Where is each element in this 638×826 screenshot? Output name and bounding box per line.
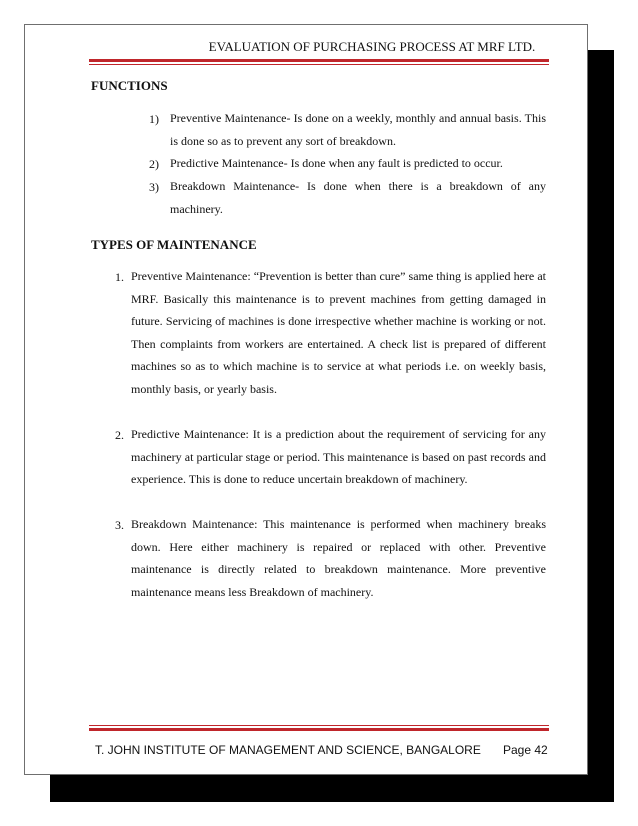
running-header: EVALUATION OF PURCHASING PROCESS AT MRF LTD. bbox=[208, 39, 536, 54]
footer-institute: T. JOHN INSTITUTE OF MANAGEMENT AND SCIENCE, BANGALORE bbox=[95, 743, 481, 757]
types-item-number: 2. bbox=[115, 428, 124, 442]
page-shadow-right bbox=[588, 50, 614, 802]
types-heading: TYPES OF MAINTENANCE bbox=[91, 237, 257, 252]
footer-rule-thin bbox=[89, 725, 549, 726]
page-shadow-bottom bbox=[50, 775, 614, 802]
functions-item-number: 3) bbox=[149, 180, 159, 194]
header-rule bbox=[89, 59, 549, 62]
functions-item-number: 1) bbox=[149, 112, 159, 126]
functions-item-number: 2) bbox=[149, 157, 159, 171]
types-item-text: Predictive Maintenance: It is a prediction about the requirement of servicing for any machinery at particular stage or period. This maintenance is based on past records and experience. This is done to reduce uncertain breakdown of machinery. bbox=[131, 427, 546, 487]
page-number: Page 42 bbox=[503, 743, 548, 757]
document-page bbox=[24, 24, 588, 775]
types-item-number: 1. bbox=[115, 270, 124, 284]
types-item-number: 3. bbox=[115, 518, 124, 532]
header-rule-thin bbox=[89, 64, 549, 65]
functions-item-text: Breakdown Maintenance- Is done when there is a breakdown of any machinery. bbox=[170, 179, 546, 216]
types-item-text: Breakdown Maintenance: This maintenance is performed when machinery breaks down. Here either machinery is repaired or replaced with other. Preventive maintenance is directly related to breakdown maintenance. More preventive maintenance means less Breakdown of machinery. bbox=[131, 517, 546, 599]
footer-rule bbox=[89, 728, 549, 731]
types-item-text: Preventive Maintenance: “Prevention is better than cure” same thing is applied here at MRF. Basically this maintenance is to prevent machines from getting damaged in future. Servicing of machines is done irrespective whether machine is working or not. Then complaints from workers are entertained. A check list is prepared of different machines so as to which machine is to service at what periods i.e. on weekly basis, monthly basis, or yearly basis. bbox=[131, 269, 546, 396]
functions-item-text: Preventive Maintenance- Is done on a weekly, monthly and annual basis. This is done so as to prevent any sort of breakdown. bbox=[170, 111, 546, 148]
functions-item-text: Predictive Maintenance- Is done when any fault is predicted to occur. bbox=[170, 156, 503, 170]
functions-heading: FUNCTIONS bbox=[91, 78, 168, 93]
